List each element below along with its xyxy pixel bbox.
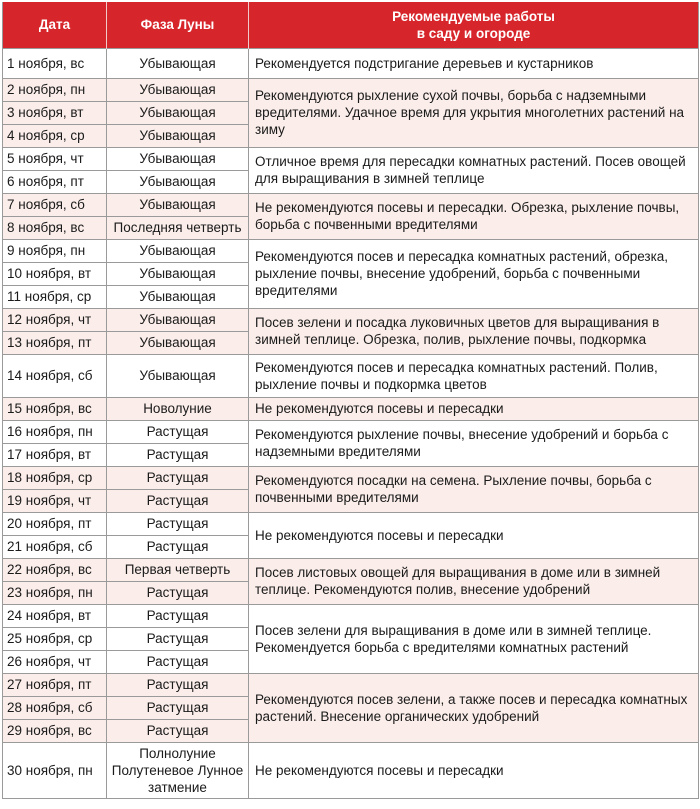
phase-cell: Убывающая: [107, 78, 249, 101]
date-cell: 15 ноября, вс: [3, 397, 107, 420]
date-cell: 3 ноября, вт: [3, 101, 107, 124]
date-cell: 1 ноября, вс: [3, 48, 107, 78]
phase-line: Полнолуние: [139, 745, 216, 761]
table-row: [3, 397, 699, 420]
phase-cell: Убывающая: [107, 239, 249, 262]
table-row: [3, 147, 699, 170]
moon-calendar-table: [2, 2, 699, 799]
date-cell: 9 ноября, пн: [3, 239, 107, 262]
phase-cell: Растущая: [107, 650, 249, 673]
date-cell: 19 ноября, чт: [3, 489, 107, 512]
table-row: [3, 193, 699, 216]
phase-cell: Убывающая: [107, 308, 249, 331]
date-cell: 24 ноября, вт: [3, 604, 107, 627]
phase-cell: Убывающая: [107, 124, 249, 147]
date-cell: 27 ноября, пт: [3, 673, 107, 696]
date-cell: 14 ноября, сб: [3, 354, 107, 397]
recommendation-cell: Посев листовых овощей для выращивания в доме или в зимней теплице. Рекомендуются полив, внесение удобрений: [249, 558, 699, 604]
table-row: [3, 239, 699, 262]
table-row: [3, 308, 699, 331]
recommendation-cell: Рекомендуется подстригание деревьев и кустарников: [249, 48, 699, 78]
date-cell: 30 ноября, пн: [3, 742, 107, 798]
date-cell: 2 ноября, пн: [3, 78, 107, 101]
recommendation-cell: Рекомендуются посев зелени, а также посев и пересадка комнатных растений. Внесение органических удобрений: [249, 673, 699, 742]
recommendation-cell: Не рекомендуются посевы и пересадки: [249, 742, 699, 798]
recommendation-cell: Не рекомендуются посевы и пересадки. Обрезка, рыхление почвы, борьба с почвенными вредителями: [249, 193, 699, 239]
recommendation-cell: Посев зелени для выращивания в доме или в зимней теплице. Рекомендуется борьба с вредителями комнатных растений: [249, 604, 699, 673]
date-cell: 12 ноября, чт: [3, 308, 107, 331]
header-phase: Фаза Луны: [107, 2, 249, 48]
date-cell: 23 ноября, пн: [3, 581, 107, 604]
recommendation-cell: Рекомендуются посадки на семена. Рыхление почвы, борьба с почвенными вредителями: [249, 466, 699, 512]
table-row: [3, 673, 699, 696]
phase-cell: Растущая: [107, 420, 249, 443]
table-row: [3, 558, 699, 581]
phase-cell: Растущая: [107, 512, 249, 535]
header-rec-line1: Рекомендуемые работы: [392, 8, 555, 24]
date-cell: 26 ноября, чт: [3, 650, 107, 673]
table-row: [3, 742, 699, 798]
phase-line: Полутеневое Лунное: [111, 762, 244, 778]
date-cell: 4 ноября, ср: [3, 124, 107, 147]
phase-cell: Убывающая: [107, 285, 249, 308]
table-row: [3, 512, 699, 535]
phase-cell: Растущая: [107, 719, 249, 742]
date-cell: 28 ноября, сб: [3, 696, 107, 719]
phase-cell: Убывающая: [107, 331, 249, 354]
recommendation-cell: Не рекомендуются посевы и пересадки: [249, 512, 699, 558]
date-cell: 16 ноября, пн: [3, 420, 107, 443]
date-cell: 18 ноября, ср: [3, 466, 107, 489]
date-cell: 5 ноября, чт: [3, 147, 107, 170]
table-row: [3, 78, 699, 101]
date-cell: 20 ноября, пт: [3, 512, 107, 535]
recommendation-cell: Посев зелени и посадка луковичных цветов для выращивания в зимней теплице. Обрезка, полив, рыхление почвы, подкормка: [249, 308, 699, 354]
header-rec-line2: в саду и огороде: [416, 25, 531, 41]
table-row: [3, 420, 699, 443]
date-cell: 29 ноября, вс: [3, 719, 107, 742]
phase-cell: Первая четверть: [107, 558, 249, 581]
date-cell: 25 ноября, ср: [3, 627, 107, 650]
date-cell: 11 ноября, ср: [3, 285, 107, 308]
table-header-row: [3, 2, 699, 48]
phase-cell: Растущая: [107, 581, 249, 604]
phase-cell: Убывающая: [107, 147, 249, 170]
phase-line: затмение: [148, 779, 207, 795]
phase-cell: Растущая: [107, 604, 249, 627]
date-cell: 13 ноября, пт: [3, 331, 107, 354]
phase-cell: Растущая: [107, 443, 249, 466]
phase-cell: Растущая: [107, 466, 249, 489]
phase-cell: Убывающая: [107, 170, 249, 193]
phase-cell: Растущая: [107, 673, 249, 696]
table-row: [3, 48, 699, 78]
phase-cell: Убывающая: [107, 101, 249, 124]
date-cell: 10 ноября, вт: [3, 262, 107, 285]
recommendation-cell: Рекомендуются посев и пересадка комнатных растений. Полив, рыхление почвы и подкормка цветов: [249, 354, 699, 397]
date-cell: 7 ноября, сб: [3, 193, 107, 216]
phase-cell: Убывающая: [107, 262, 249, 285]
phase-cell: [107, 742, 249, 798]
table-row: [3, 466, 699, 489]
recommendation-cell: Рекомендуются рыхление почвы, внесение удобрений и борьба с надземными вредителями: [249, 420, 699, 466]
phase-cell: Растущая: [107, 627, 249, 650]
phase-cell: Новолуние: [107, 397, 249, 420]
phase-cell: Последняя четверть: [107, 216, 249, 239]
recommendation-cell: Отличное время для пересадки комнатных растений. Посев овощей для выращивания в зимней теплице: [249, 147, 699, 193]
date-cell: 21 ноября, сб: [3, 535, 107, 558]
header-date: Дата: [3, 2, 107, 48]
phase-cell: Убывающая: [107, 48, 249, 78]
phase-cell: Растущая: [107, 535, 249, 558]
recommendation-cell: Рекомендуются посев и пересадка комнатных растений, обрезка, рыхление почвы, внесение удобрений, борьба с почвенными вредителями: [249, 239, 699, 308]
recommendation-cell: Рекомендуются рыхление сухой почвы, борьба с надземными вредителями. Удачное время для укрытия многолетних растений на зиму: [249, 78, 699, 147]
phase-cell: Убывающая: [107, 193, 249, 216]
table-row: [3, 604, 699, 627]
phase-cell: Убывающая: [107, 354, 249, 397]
date-cell: 6 ноября, пт: [3, 170, 107, 193]
phase-cell: Растущая: [107, 696, 249, 719]
date-cell: 8 ноября, вс: [3, 216, 107, 239]
table-row: [3, 354, 699, 397]
date-cell: 22 ноября, вс: [3, 558, 107, 581]
phase-cell: Растущая: [107, 489, 249, 512]
recommendation-cell: Не рекомендуются посевы и пересадки: [249, 397, 699, 420]
header-recommendations: [249, 2, 699, 48]
date-cell: 17 ноября, вт: [3, 443, 107, 466]
